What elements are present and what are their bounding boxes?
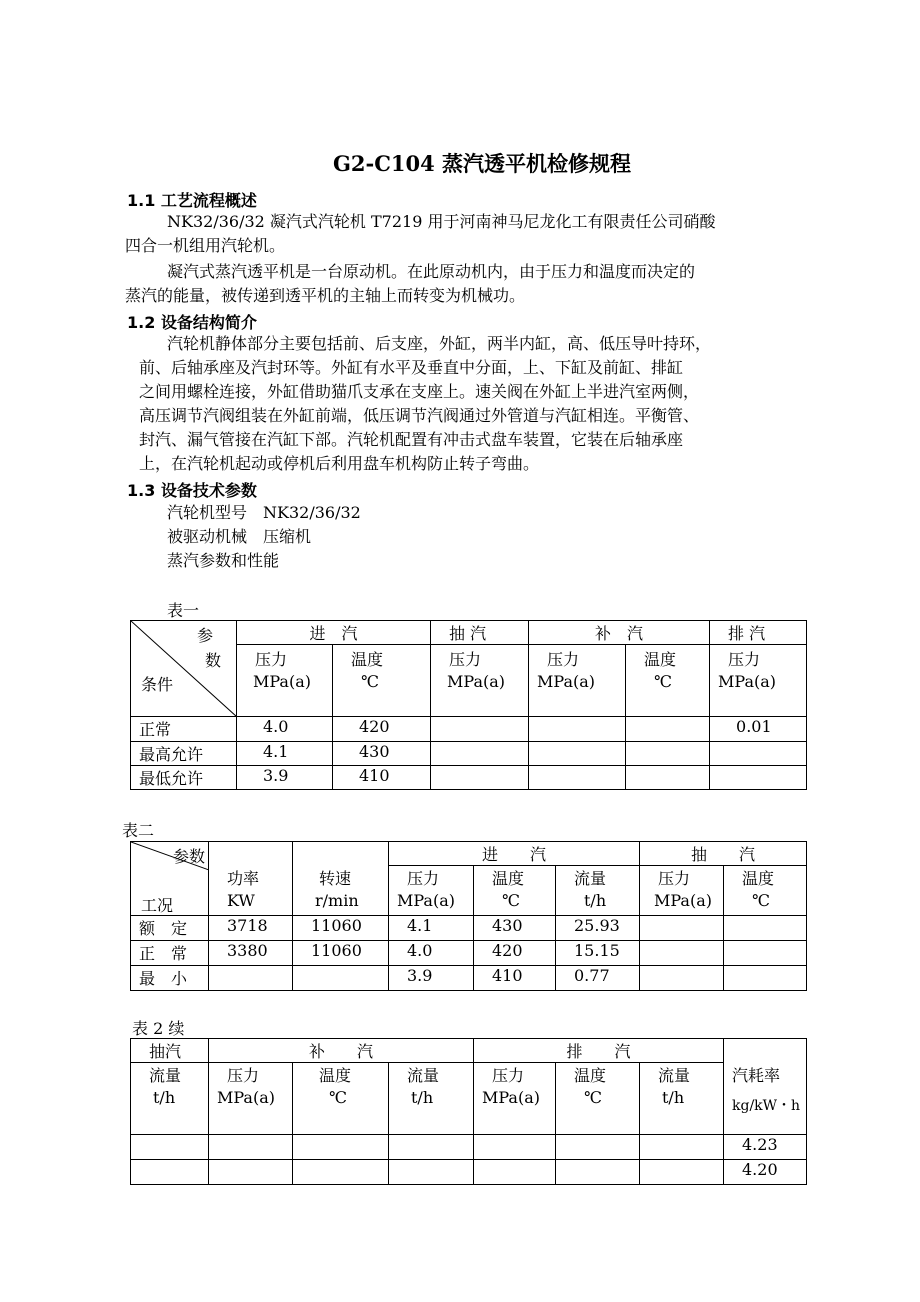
sub-header: 温度 ℃ — [333, 645, 431, 717]
table1-corner-cell — [131, 621, 237, 717]
header-power: 功率 KW — [209, 842, 293, 916]
header-group: 排 汽 — [474, 1039, 724, 1063]
header-group: 抽汽 — [131, 1039, 209, 1063]
sub-header: 温度 ℃ — [724, 866, 807, 916]
sub-header: 压力 MPa(a) — [431, 645, 529, 717]
table-row: 4.20 — [131, 1160, 807, 1185]
table-row: 正常 4.0 420 0.01 — [131, 717, 807, 742]
sub-header: 压力 MPa(a) — [529, 645, 626, 717]
table-row: 最 小 3.9 410 0.77 — [131, 966, 807, 991]
table1 — [130, 620, 807, 790]
paragraph-line: 汽轮机静体部分主要包括前、后支座，外缸，两半内缸，高、低压导叶持环， — [167, 334, 712, 353]
sub-header: 流量 t/h — [640, 1063, 724, 1135]
sub-header: 流量 t/h — [556, 866, 640, 916]
section-heading-1-2: 1.2 设备结构简介 — [127, 313, 257, 332]
corner-label: 条件 — [141, 675, 174, 694]
section-heading-1-1: 1.1 工艺流程概述 — [127, 191, 257, 210]
spec-driven: 被驱动机械 压缩机 — [167, 527, 312, 546]
table1-label: 表一 — [167, 601, 200, 620]
section-heading-1-3: 1.3 设备技术参数 — [127, 481, 257, 500]
corner-label: 工况 — [141, 896, 174, 915]
sub-header: 温度 ℃ — [626, 645, 710, 717]
table-row: 额 定 3718 11060 4.1 430 25.93 — [131, 916, 807, 941]
table3-label: 表 2 续 — [132, 1019, 185, 1038]
sub-header: 压力 MPa(a) — [474, 1063, 556, 1135]
paragraph-line: NK32/36/32 凝汽式汽轮机 T7219 用于河南神马尼龙化工有限责任公司硝酸 — [167, 212, 716, 231]
spec-steam: 蒸汽参数和性能 — [167, 551, 280, 570]
table2-corner-cell — [131, 842, 209, 916]
table-row: 4.23 — [131, 1135, 807, 1160]
paragraph-line: 封汽、漏气管接在汽缸下部。汽轮机配置有冲击式盘车装置，它装在后轴承座 — [139, 430, 684, 449]
sub-header: 温度 ℃ — [556, 1063, 640, 1135]
paragraph-line: 四合一机组用汽轮机。 — [125, 236, 286, 255]
header-group: 进 汽 — [389, 842, 640, 866]
table-row: 正 常 3380 11060 4.0 420 15.15 — [131, 941, 807, 966]
corner-label: 数 — [205, 651, 222, 670]
sub-header: 压力 MPa(a) — [237, 645, 333, 717]
page-title: G2-C104 蒸汽透平机检修规程 — [332, 151, 632, 176]
header-group: 补 汽 — [529, 621, 710, 645]
header-speed: 转速 r/min — [293, 842, 389, 916]
table3 — [130, 1038, 807, 1185]
table2 — [130, 841, 807, 991]
header-group: 排 汽 — [710, 621, 807, 645]
sub-header: 压力 MPa(a) — [640, 866, 724, 916]
paragraph-line: 上，在汽轮机起动或停机后利用盘车机构防止转子弯曲。 — [139, 454, 540, 473]
sub-header: 温度 ℃ — [293, 1063, 389, 1135]
paragraph-line: 凝汽式蒸汽透平机是一台原动机。在此原动机内，由于压力和温度而决定的 — [167, 262, 696, 281]
corner-label: 参 — [197, 626, 214, 645]
header-group: 抽 汽 — [431, 621, 529, 645]
table-row: 最低允许 3.9 410 — [131, 766, 807, 790]
sub-header: 压力 MPa(a) — [710, 645, 807, 717]
spec-model: 汽轮机型号 NK32/36/32 — [167, 503, 361, 522]
sub-header: 流量 t/h — [131, 1063, 209, 1135]
paragraph-line: 高压调节汽阀组装在外缸前端，低压调节汽阀通过外管道与汽缸相连。平衡管、 — [139, 406, 700, 425]
paragraph-line: 之间用螺栓连接，外缸借助猫爪支承在支座上。速关阀在外缸上半进汽室两侧， — [139, 382, 700, 401]
sub-header: 压力 MPa(a) — [389, 866, 474, 916]
sub-header: 压力 MPa(a) — [209, 1063, 293, 1135]
paragraph-line: 蒸汽的能量，被传递到透平机的主轴上而转变为机械功。 — [125, 286, 526, 305]
table2-label: 表二 — [122, 821, 155, 840]
corner-label: 参数 — [173, 847, 206, 866]
header-group: 进 汽 — [237, 621, 431, 645]
table-row: 最高允许 4.1 430 — [131, 742, 807, 766]
header-group: 抽 汽 — [640, 842, 807, 866]
header-steam-rate: 汽耗率 kg/kW・h — [724, 1039, 807, 1135]
sub-header: 流量 t/h — [389, 1063, 474, 1135]
paragraph-line: 前、后轴承座及汽封环等。外缸有水平及垂直中分面，上、下缸及前缸、排缸 — [139, 358, 684, 377]
sub-header: 温度 ℃ — [474, 866, 556, 916]
header-group: 补 汽 — [209, 1039, 474, 1063]
